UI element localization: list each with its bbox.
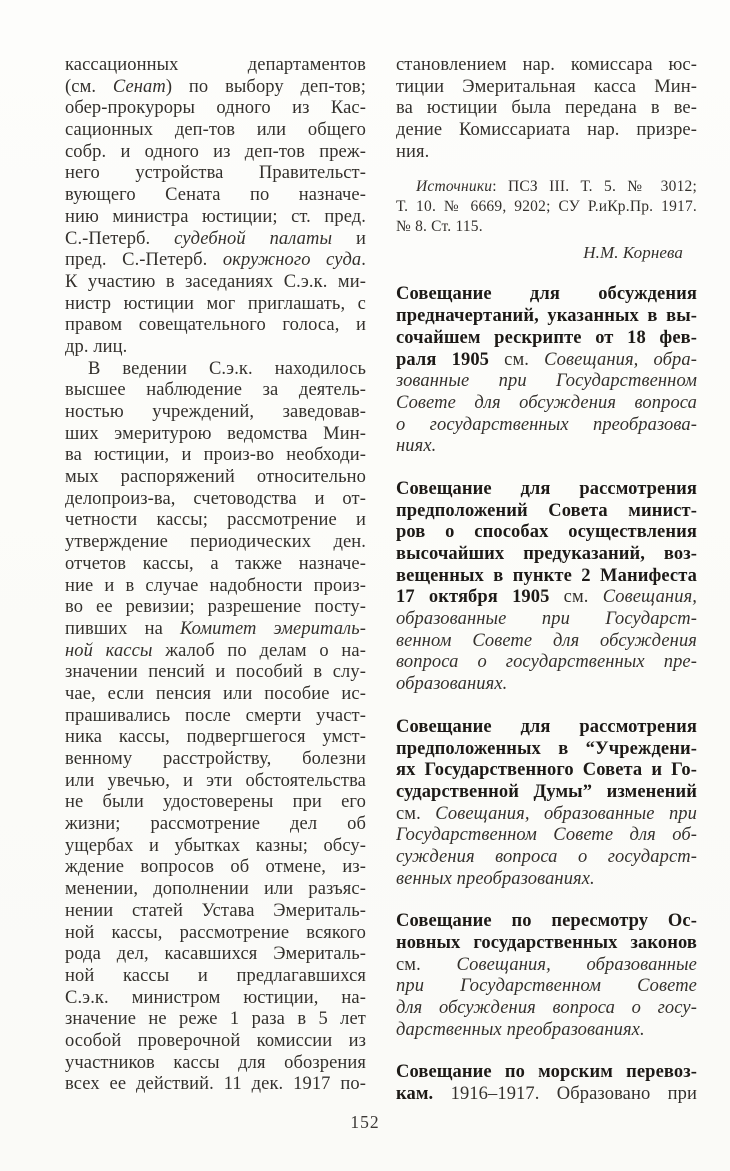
- text-line: [396, 825, 697, 847]
- text-segment: ях Государственного Совета и Го-: [396, 760, 697, 781]
- text-line: [65, 402, 366, 424]
- text-line: [65, 684, 366, 706]
- text-segment: сационных деп-тов или общего: [65, 120, 366, 141]
- text-line: [65, 554, 366, 576]
- text-line: [65, 55, 366, 77]
- text-segment: образованные при Государст-: [396, 609, 697, 630]
- text-segment: Сенат: [112, 76, 166, 97]
- text-segment: вопроса о государственных пре-: [396, 652, 697, 673]
- text-segment: во ее ревизии; разрешение посту-: [65, 597, 366, 618]
- body-paragraph: [396, 55, 697, 163]
- text-segment: зованные при Государственном: [396, 371, 697, 392]
- text-line: [65, 229, 366, 251]
- text-segment: Совещания,: [602, 587, 697, 608]
- encyclopedia-entry: [396, 479, 697, 696]
- text-segment: четности кассы; рассмотрение и: [65, 510, 366, 531]
- text-segment: Совещание по морским перевоз-: [396, 1062, 697, 1083]
- text-line: [65, 250, 366, 272]
- text-line: [65, 792, 366, 814]
- text-segment: Совещание по пересмотру Ос-: [396, 911, 697, 932]
- text-line: [65, 727, 366, 749]
- text-segment: ние и в случае надобности произ-: [65, 575, 366, 596]
- text-line: [396, 717, 697, 739]
- text-segment: о государственных преобразова-: [396, 414, 697, 435]
- text-line: [396, 393, 697, 415]
- text-line: [396, 371, 697, 393]
- text-line: [65, 619, 366, 641]
- text-segment: тиции Эмеритальная касса Мин-: [396, 76, 697, 97]
- text-line: [396, 976, 697, 998]
- text-segment: вующего Сената по назначе-: [65, 185, 366, 206]
- text-line: [65, 879, 366, 901]
- text-line: [396, 1062, 697, 1084]
- text-line: [396, 242, 697, 263]
- text-segment: и: [332, 228, 366, 249]
- text-line: [65, 185, 366, 207]
- text-line: [396, 1020, 697, 1042]
- text-segment: нию министра юстиции; ст. пред.: [65, 206, 366, 227]
- text-line: [396, 177, 697, 197]
- text-line: [65, 641, 366, 663]
- text-segment: обер-прокуроры одного из Кас-: [65, 98, 366, 119]
- text-line: [65, 1074, 366, 1096]
- text-line: [65, 1009, 366, 1031]
- text-segment: высочайших предуказаний, воз-: [396, 544, 697, 564]
- text-line: [396, 1084, 697, 1106]
- text-segment: дарственных преобразованиях.: [396, 1019, 645, 1040]
- text-segment: ника кассы, подвергшегося умст-: [65, 727, 366, 748]
- text-segment: предначертаний, указанных в вы-: [396, 306, 697, 327]
- text-segment: С.э.к. министром юстиции, на-: [65, 987, 366, 1008]
- text-line: [396, 566, 697, 588]
- text-segment: жалоб по делам о на-: [152, 640, 366, 661]
- text-segment: не были удостоверены при его: [65, 792, 366, 813]
- text-segment: Совете для обсуждения вопроса: [396, 392, 697, 413]
- text-segment: сударственной Думы” изменений: [396, 781, 697, 802]
- text-segment: предположенных в “Учреждени-: [396, 738, 697, 759]
- text-line: [396, 501, 697, 523]
- text-segment: судебной палаты: [174, 228, 333, 249]
- text-line: [396, 760, 697, 782]
- text-segment: венному расстройству, болезни: [65, 749, 366, 769]
- text-segment: чае, если пенсия или пособие ис-: [65, 683, 366, 704]
- text-segment: окружного суда: [222, 250, 362, 271]
- text-segment: раля 1905: [396, 349, 490, 370]
- text-line: [396, 587, 697, 609]
- text-segment: см.: [489, 349, 545, 370]
- text-line: [65, 988, 366, 1010]
- text-segment: суждения вопроса о государст-: [396, 846, 697, 867]
- text-line: [396, 933, 697, 955]
- text-line: [396, 782, 697, 804]
- text-segment: венных преобразованиях.: [396, 868, 595, 889]
- text-segment: дение Комиссариата нар. призре-: [396, 120, 697, 141]
- text-segment: участников кассы для обозрения: [65, 1052, 366, 1073]
- text-segment: рода дел, касавшихся Эмериталь-: [65, 944, 366, 965]
- text-segment: кассационных департаментов: [65, 55, 366, 75]
- encyclopedia-entry: [396, 717, 697, 891]
- text-segment: др. лиц.: [65, 336, 128, 357]
- text-segment: ния.: [396, 141, 430, 162]
- text-segment: для обсуждения вопроса о госу-: [396, 998, 697, 1019]
- text-line: [396, 847, 697, 869]
- text-segment: см.: [549, 587, 603, 608]
- text-segment: см.: [396, 954, 457, 975]
- text-line: [65, 576, 366, 598]
- text-segment: Государственном Совете для об-: [396, 825, 697, 846]
- text-line: [396, 142, 697, 164]
- text-segment: Совещание для обсуждения: [396, 284, 697, 305]
- text-line: [396, 197, 697, 217]
- text-segment: особой проверочной комиссии из: [65, 1030, 366, 1051]
- text-segment: собр. и одного из деп-тов преж-: [65, 141, 366, 162]
- page-number: 152: [350, 1112, 380, 1132]
- text-segment: .: [361, 250, 366, 271]
- text-line: [65, 836, 366, 858]
- text-segment: ших эмеритурою ведомства Мин-: [65, 423, 366, 444]
- text-segment: ной кассы, рассмотрение всякого: [65, 922, 366, 943]
- text-line: [396, 869, 697, 891]
- text-segment: ностью учреждений, заведовав-: [65, 402, 366, 422]
- text-segment: значении пенсий и пособий в слу-: [65, 662, 366, 683]
- text-segment: при Государственном Совете: [396, 976, 697, 997]
- text-segment: Т. 10. № 6669, 9202; СУ Р.иКр.Пр. 1917.: [396, 198, 697, 216]
- text-segment: высшее наблюдение за деятель-: [65, 380, 366, 401]
- text-line: [65, 597, 366, 619]
- text-segment: нении статей Устава Эмериталь-: [65, 900, 366, 921]
- text-line: [65, 1053, 366, 1075]
- text-line: [396, 350, 697, 372]
- text-line: [396, 998, 697, 1020]
- text-segment: ущербах и убытках казны; обсу-: [65, 835, 366, 856]
- text-segment: Источники: [416, 178, 493, 196]
- text-segment: ) по выбору деп-тов;: [165, 76, 366, 97]
- text-segment: 17 октября 1905: [396, 587, 550, 608]
- text-line: [396, 739, 697, 761]
- text-line: [396, 955, 697, 977]
- text-segment: делопроиз-ва, счетоводства и от-: [65, 488, 366, 509]
- text-segment: новных государственных законов: [396, 933, 697, 953]
- text-line: [396, 55, 697, 77]
- text-line: [396, 479, 697, 501]
- text-line: [65, 901, 366, 923]
- text-segment: всех ее действий. 11 дек. 1917 по-: [65, 1074, 366, 1095]
- text-line: [396, 522, 697, 544]
- text-segment: вещенных в пункте 2 Манифеста: [396, 565, 697, 586]
- text-segment: ров о способах осуществления: [396, 522, 697, 543]
- text-segment: Совещания, образованные: [456, 954, 697, 975]
- sources-paragraph: [396, 177, 697, 237]
- text-segment: правом совещательного голоса, и: [65, 315, 366, 336]
- body-paragraph: [65, 55, 366, 359]
- text-line: [396, 217, 697, 237]
- text-line: [65, 532, 366, 554]
- text-segment: или увечью, и эти обстоятельства: [65, 770, 366, 791]
- text-line: [65, 662, 366, 684]
- text-line: [396, 652, 697, 674]
- text-line: [396, 306, 697, 328]
- text-line: [65, 163, 366, 185]
- text-segment: ждение вопросов об отмене, из-: [65, 857, 366, 878]
- text-segment: прашивались после смерти участ-: [65, 705, 366, 726]
- text-segment: (см.: [65, 76, 113, 97]
- text-segment: ной кассы: [65, 640, 153, 661]
- text-segment: Совещания, обра-: [544, 349, 697, 370]
- text-segment: Совещание для рассмотрения: [396, 478, 697, 499]
- text-segment: Совещание для рассмотрения: [396, 716, 697, 737]
- text-line: [396, 911, 697, 933]
- text-line: [65, 966, 366, 988]
- text-line: [396, 609, 697, 631]
- text-segment: ной кассы и предлагавшихся: [65, 965, 366, 986]
- text-line: [65, 120, 366, 142]
- text-line: [65, 359, 366, 381]
- text-segment: нистр юстиции мог приглашать, с: [65, 293, 366, 314]
- left-text-column: [65, 55, 366, 1096]
- text-segment: 1916–1917. Образовано при: [433, 1084, 697, 1105]
- body-paragraph: [65, 359, 366, 1096]
- text-line: [65, 857, 366, 879]
- text-segment: мых распоряжений относительно: [65, 467, 366, 488]
- text-segment: жизни; рассмотрение дел об: [65, 814, 366, 835]
- text-line: [65, 923, 366, 945]
- text-line: [65, 380, 366, 402]
- text-line: [65, 272, 366, 294]
- text-line: [396, 415, 697, 437]
- text-segment: пред. С.-Петерб.: [65, 250, 223, 271]
- text-line: [65, 944, 366, 966]
- text-line: [65, 98, 366, 120]
- text-line: [65, 771, 366, 793]
- text-line: [65, 510, 366, 532]
- text-line: [396, 436, 697, 458]
- text-line: [396, 544, 697, 566]
- text-line: [396, 98, 697, 120]
- encyclopedia-entry: [396, 911, 697, 1041]
- text-segment: сочайшем рескрипте от 18 фев-: [396, 327, 697, 348]
- text-line: [65, 489, 366, 511]
- text-segment: С.-Петерб.: [65, 228, 175, 249]
- encyclopedia-entry: [396, 284, 697, 458]
- text-line: [396, 120, 697, 142]
- text-line: [396, 674, 697, 696]
- text-segment: предположений Совета минист-: [396, 500, 697, 521]
- text-line: [65, 294, 366, 316]
- text-segment: венном Совете для обсуждения: [396, 630, 697, 651]
- text-line: [65, 445, 366, 467]
- text-line: [65, 1031, 366, 1053]
- text-line: [65, 142, 366, 164]
- text-segment: ниях.: [396, 436, 437, 457]
- text-segment: утверждение периодических ден.: [65, 532, 366, 553]
- text-segment: образованиях.: [396, 674, 508, 695]
- text-segment: кам.: [396, 1084, 434, 1105]
- text-segment: Совещания, образованные при: [435, 803, 697, 824]
- text-line: [65, 749, 366, 771]
- text-segment: ва юстиции была передана в ве-: [396, 98, 697, 119]
- text-segment: значение не реже 1 раза в 5 лет: [65, 1009, 366, 1030]
- text-line: [396, 804, 697, 826]
- encyclopedia-entry: [396, 1062, 697, 1105]
- text-segment: ва юстиции, и произ-во необходи-: [65, 445, 366, 466]
- text-segment: : ПСЗ III. Т. 5. № 3012;: [492, 178, 697, 196]
- text-segment: № 8. Ст. 115.: [396, 218, 483, 236]
- text-segment: К участию в заседаниях С.э.к. ми-: [65, 271, 366, 292]
- author-byline: [396, 242, 697, 263]
- text-line: [65, 706, 366, 728]
- text-segment: становлением нар. комиссара юс-: [396, 55, 697, 75]
- text-line: [65, 467, 366, 489]
- text-line: [396, 77, 697, 99]
- text-line: [396, 328, 697, 350]
- text-line: [65, 337, 366, 359]
- text-line: [396, 284, 697, 306]
- text-segment: менении, дополнении или разъяс-: [65, 879, 366, 900]
- text-line: [396, 631, 697, 653]
- right-text-column: [396, 55, 697, 1106]
- text-segment: В ведении С.э.к. находилось: [88, 358, 366, 379]
- text-line: [65, 207, 366, 229]
- text-line: [65, 315, 366, 337]
- text-line: [65, 814, 366, 836]
- text-segment: него устройства Правительст-: [65, 163, 366, 184]
- text-line: [65, 424, 366, 446]
- text-segment: см.: [396, 803, 436, 824]
- text-line: [65, 77, 366, 99]
- text-segment: пивших на: [65, 618, 180, 639]
- text-segment: Н.М. Корнева: [583, 243, 683, 263]
- text-segment: отчетов кассы, а также назначе-: [65, 553, 366, 574]
- text-segment: Комитет эмериталь-: [179, 618, 366, 639]
